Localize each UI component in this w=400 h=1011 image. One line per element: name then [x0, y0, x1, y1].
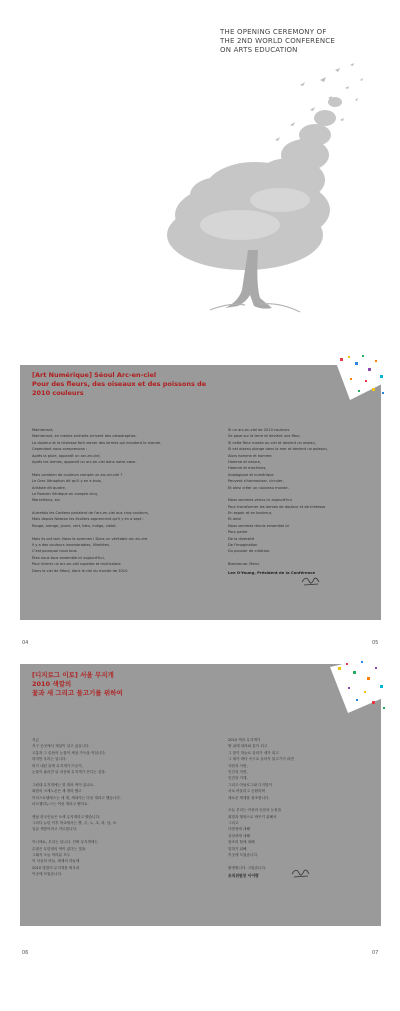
french-heading-line-3: 2010 couleurs — [32, 389, 84, 397]
text-line: Du pouvoir de création. — [228, 549, 271, 554]
text-line: 아니에요, 우리는 압니다. 진짜 무지개에는 — [32, 840, 98, 845]
text-line: 환영합니다. 고맙습니다. — [228, 865, 267, 870]
text-line: 비가 내린 뒤에 무지개가 뜨듯이, — [32, 763, 83, 768]
french-signature: Lee O-Young, Président de la Conférence — [228, 570, 316, 575]
text-line: 지금 — [32, 738, 39, 742]
text-line: 눈물이 흘러간 뒤 마음에 무지개가 뜬다는 것을. — [32, 769, 106, 774]
text-line: Bienvenue. Merci. — [228, 562, 261, 567]
text-line: Êtes nous tous ensemble ici aujourd'hui, — [32, 555, 105, 560]
text-line: 희망과 행복으로 바꾸기 위해서 — [228, 814, 277, 819]
text-line: 다양성에 대해 — [228, 827, 250, 832]
tree-of-birds-illustration — [150, 40, 380, 320]
text-line: Mais depuis Newton les écoliers apprennent qu'il y en a sept : — [32, 517, 144, 522]
text-line: Si cet oiseau plonge dans la mer et devient un poisson, — [228, 447, 328, 452]
text-line: 그 새가 바다 속으로 들어가 물고기가 되면 — [228, 757, 294, 762]
french-heading-line-1: [Art Numérique] Séoul Arc-en-ciel — [32, 371, 157, 379]
korean-right-column — [228, 737, 294, 871]
text-line: 수많은 무한대의 색이 있다는 것을. — [32, 846, 87, 851]
korean-heading — [32, 671, 123, 698]
text-line: 2010 빛깔의 무지개를 띄우려 — [32, 865, 80, 870]
text-line: 아리스토텔레스는 네 개, 세네카는 다섯 개라고 했습니다. — [32, 795, 121, 800]
text-line: 그리고 — [228, 821, 239, 826]
text-line: Si un arc-en-ciel de 2010 couleurs — [228, 428, 290, 432]
page-number-left-1: 04 — [22, 640, 29, 646]
text-line: 고통과 그 슬픔의 눈물이 세상 가득을 적십니다. — [32, 750, 106, 755]
text-line: 일곱 색깔이라고 가르칩니다. — [32, 827, 78, 832]
text-line: 이 서울의 하늘, 세계의 하늘에 — [32, 859, 80, 864]
text-line: 창조의 힘에 대해 — [228, 840, 255, 845]
text-line: 그래서 오늘 여러분 모두 — [32, 853, 71, 858]
text-line: Et ainsi créer un nouveau monde. — [228, 485, 289, 490]
text-line: 이곳에 모였습니다. — [32, 872, 63, 877]
text-line: 인간과 기계, — [228, 776, 248, 781]
korean-left-column — [32, 737, 121, 878]
text-line: Rouge, orange, jaune, vert, bleu, indigo, violet. — [32, 523, 117, 528]
text-line: Analogique et numérique — [228, 472, 274, 477]
text-line: Homme et machines, — [228, 466, 267, 471]
confetti-decoration — [320, 350, 390, 410]
confetti-decoration-2 — [320, 655, 390, 725]
text-line: 땅 위에 내려와 꽃이 되고 — [228, 744, 268, 749]
text-line: Nous sommes venus ici aujourd'hui — [228, 498, 292, 503]
text-line: En espoir et en bonheur, — [228, 511, 273, 516]
text-line: Pour parler — [228, 530, 248, 535]
text-line: Après les larmes, apparaît un arc-en-ciel dans notre cœur. — [32, 459, 137, 464]
page-number-right-2: 07 — [372, 950, 379, 956]
text-line: 지구 곳곳에서 재앙이 일고 있습니다. — [32, 744, 90, 749]
text-line: 그런데 무지개에는 몇 개의 색이 있나요. — [32, 782, 95, 787]
cover-title-line-3: ON ARTS EDUCATION — [220, 46, 298, 54]
text-line: Il y a des couleurs innombrables, illimitées. — [32, 543, 110, 548]
text-line: Le Grec Xénophon dit qu'il y en a trois, — [32, 479, 102, 484]
text-line: Aristote dit quatre, — [32, 485, 66, 490]
text-line: Maintenant, en maints endroits arrivent des catastrophes. — [32, 434, 137, 439]
text-line: Après la pluie, apparaît un arc-en-ciel, — [32, 453, 101, 458]
text-line: Le Romain Sénèque en compte cinq, — [32, 491, 98, 496]
text-line: Mais ils ont tort. Nous le sommes ! Dans un véritable arc-en-ciel — [32, 536, 148, 541]
text-line: 오늘 우리는 아픔과 슬픔의 눈물을 — [228, 808, 282, 813]
page-number-left-2: 06 — [22, 950, 29, 956]
text-line: Dans le ciel de Séoul, dans le ciel du monde de 2010. — [32, 568, 129, 573]
text-line: 상상력에 대해 — [228, 833, 250, 838]
text-line: 그러다 뉴턴 이후 학교에서는 빨, 주, 노, 초, 파, 남, 보 — [32, 821, 117, 826]
text-line: Marcellinus, six. — [32, 498, 61, 503]
french-heading — [32, 371, 206, 398]
handwritten-signature — [300, 574, 322, 588]
text-line: 하지만 우리는 압니다. — [32, 757, 67, 762]
text-line: Pour transformer les larmes de douleur et de tristesse — [228, 504, 326, 509]
cover-title-line-2: THE 2ND WORLD CONFERENCE — [220, 37, 336, 45]
text-line: Autrefois les Coréens parlaient de l'arc-en-ciel aux cinq couleurs, — [32, 511, 149, 516]
french-left-column — [32, 427, 161, 574]
text-line: 2010 색의 무지개가 — [228, 738, 261, 742]
text-line: 마르첼리누스는 여섯 개라고 했지요. — [32, 801, 89, 806]
text-line: 서로 어울리고 순환하며 — [228, 789, 265, 794]
text-line: Cependant nous comprenons : — [32, 447, 88, 452]
text-line: C'est pourquoi nous tous — [32, 549, 77, 554]
text-line: 말하기 위해 — [228, 846, 247, 851]
text-line: De la diversité — [228, 536, 255, 541]
text-line: 희랍의 크세노폰은 세 개라 했고 — [32, 789, 82, 794]
french-right-column — [228, 427, 328, 568]
text-line: Et ainsi — [228, 517, 242, 522]
cover-title-line-1: THE OPENING CEREMONY OF — [220, 28, 327, 36]
text-line: Si cette fleur monte au ciel et devient un oiseau, — [228, 440, 316, 445]
korean-heading-line-3: 꽃과 새 그리고 물고기를 위하여 — [32, 689, 123, 697]
text-line: Nous sommes réunis ensemble ici — [228, 523, 290, 528]
text-line: Maintenant, — [32, 428, 54, 432]
text-line: 그리고 아날로그와 디지털이 — [228, 782, 272, 787]
text-line: La douleur et la tristesse font verser des larmes qui inondent le monde. — [32, 440, 162, 445]
text-line: De l'imagination — [228, 543, 258, 548]
text-line: Pour former un arc-en-ciel superbe et multicolore — [32, 562, 121, 567]
text-line: 그 꽃이 하늘로 올라가 새가 되고 — [228, 750, 279, 755]
korean-signature: 조직위원장 이어령 — [228, 873, 259, 878]
korean-heading-line-2: 2010 색깔의 — [32, 680, 72, 688]
text-line: 인간과 자연, — [228, 769, 248, 774]
text-line: 사람과 사람, — [228, 763, 248, 768]
korean-heading-line-1: [디지로그 이토] 서울 무지개 — [32, 671, 114, 679]
page-number-right-1: 05 — [372, 640, 379, 646]
text-line: Homme et nature, — [228, 459, 261, 464]
handwritten-signature-2 — [290, 866, 312, 880]
text-line: 옛날 한국인들은 오색 무지개라고 했습니다. — [32, 814, 101, 819]
french-heading-line-2: Pour des fleurs, des oiseaux et des poissons de — [32, 380, 207, 388]
text-line: 새로운 세계를 창조합니다. — [228, 795, 270, 800]
text-line: Peuvent s'harmoniser, circuler, — [228, 479, 284, 484]
text-line: Alors homme et homme, — [228, 453, 273, 458]
text-line: Se pose sur la terre et devient une fleur, — [228, 434, 301, 439]
text-line: Mais combien de couleurs compte un arc-en-ciel ? — [32, 472, 123, 477]
text-line: 이곳에 모였습니다. — [228, 853, 259, 858]
